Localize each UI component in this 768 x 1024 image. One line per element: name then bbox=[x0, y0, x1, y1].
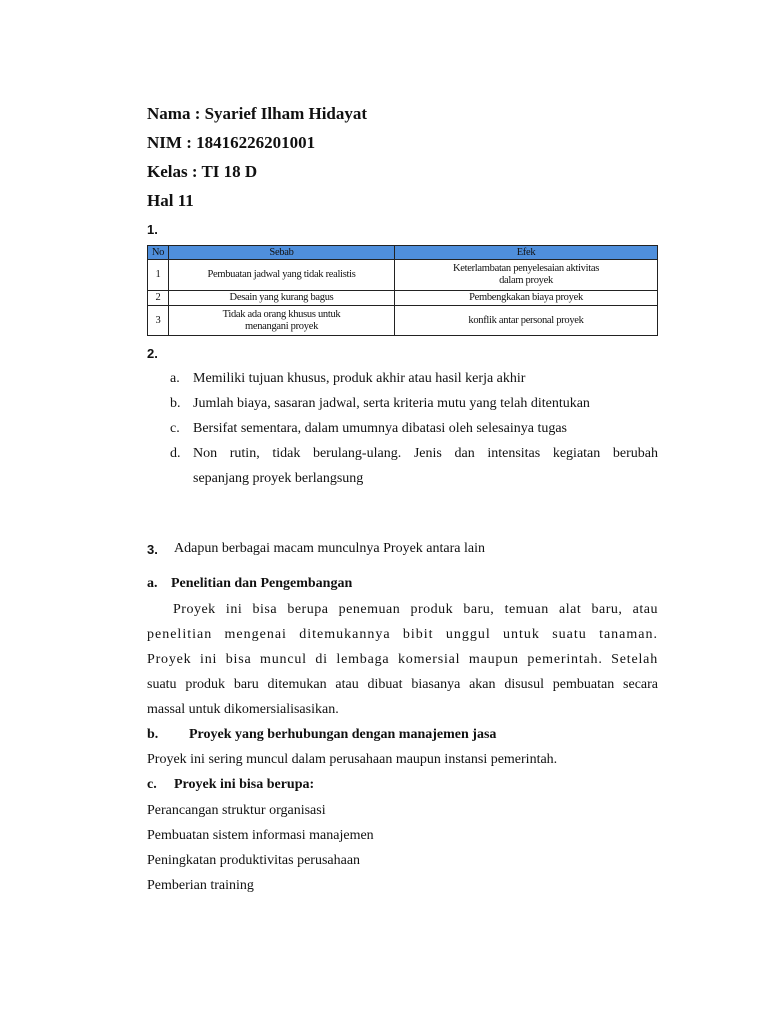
section-c-item: Pemberian training bbox=[147, 878, 254, 893]
row-no: 2 bbox=[148, 291, 169, 306]
row-efek-line: Keterlambatan penyelesaian aktivitas bbox=[452, 263, 600, 274]
section-b-text: Proyek ini sering muncul dalam perusahaan maupun instansi pemerintah. bbox=[147, 752, 558, 767]
row-no: 1 bbox=[148, 260, 169, 291]
section-a-heading bbox=[147, 571, 658, 596]
list-marker: c. bbox=[170, 421, 180, 436]
student-name: Nama : Syarief Ilham Hidayat bbox=[147, 104, 368, 123]
section-b-marker: b. bbox=[147, 727, 159, 742]
header-efek: Efek bbox=[395, 246, 658, 260]
row-sebab-line: menangani proyek bbox=[244, 320, 319, 332]
header-sebab: Sebab bbox=[169, 246, 395, 260]
list-text: Non rutin, tidak berulang-ulang. Jenis dan intensitas kegiatan berubah bbox=[193, 446, 658, 461]
table-header-row bbox=[148, 246, 658, 260]
paragraph-line: massal untuk dikomersialisasikan. bbox=[147, 702, 339, 717]
section-a-title: Penelitian dan Pengembangan bbox=[171, 576, 353, 591]
paragraph-line: suatu produk baru ditemukan atau dibuat biasanya akan disusul pembuatan secara bbox=[147, 677, 658, 692]
paragraph-line: Proyek ini bisa muncul di lembaga komersial maupun pemerintah. Setelah bbox=[147, 652, 658, 667]
list-marker: d. bbox=[170, 446, 181, 461]
list-text: Jumlah biaya, sasaran jadwal, serta kriteria mutu yang telah ditentukan bbox=[193, 396, 590, 411]
list-marker: b. bbox=[170, 396, 181, 411]
row-efek: Pembengkakan biaya proyek bbox=[395, 291, 658, 306]
question-3-intro: Adapun berbagai macam munculnya Proyek antara lain bbox=[174, 541, 485, 556]
row-efek: konflik antar personal proyek bbox=[395, 306, 658, 336]
question-1-number: 1. bbox=[147, 222, 158, 237]
table-row bbox=[148, 306, 658, 336]
student-nim: NIM : 18416226201001 bbox=[147, 133, 316, 152]
question-2-number: 2. bbox=[147, 346, 158, 361]
section-c-marker: c. bbox=[147, 777, 157, 792]
section-c-item: Perancangan struktur organisasi bbox=[147, 803, 326, 818]
section-b-title: Proyek yang berhubungan dengan manajemen jasa bbox=[189, 727, 497, 742]
list-item bbox=[170, 441, 658, 491]
question-3-number: 3. bbox=[147, 542, 158, 557]
section-a-marker: a. bbox=[147, 576, 158, 591]
list-marker: a. bbox=[170, 371, 180, 386]
section-c-item: Pembuatan sistem informasi manajemen bbox=[147, 828, 374, 843]
table-row bbox=[148, 291, 658, 306]
section-c-heading bbox=[147, 772, 658, 797]
row-sebab: Pembuatan jadwal yang tidak realistis bbox=[169, 260, 395, 291]
page-reference: Hal 11 bbox=[147, 191, 194, 210]
paragraph-text: Proyek ini bisa berupa penemuan produk baru, temuan alat baru, atau bbox=[173, 602, 658, 617]
row-sebab-line: Tidak ada orang khusus untuk bbox=[222, 308, 341, 320]
list-text-continued: sepanjang proyek berlangsung bbox=[193, 471, 364, 486]
list-text: Memiliki tujuan khusus, produk akhir atau hasil kerja akhir bbox=[193, 371, 526, 386]
paragraph-line bbox=[147, 597, 658, 622]
cause-effect-table bbox=[147, 245, 658, 336]
list-text: Bersifat sementara, dalam umumnya dibatasi oleh selesainya tugas bbox=[193, 421, 567, 436]
section-c-item: Peningkatan produktivitas perusahaan bbox=[147, 853, 361, 868]
table-row bbox=[148, 260, 658, 291]
row-efek-line: dalam proyek bbox=[499, 275, 553, 286]
section-c-title: Proyek ini bisa berupa: bbox=[174, 777, 315, 792]
row-sebab bbox=[169, 306, 395, 336]
student-class: Kelas : TI 18 D bbox=[147, 162, 258, 181]
row-no: 3 bbox=[148, 306, 169, 336]
paragraph-line: penelitian mengenai ditemukannya bibit unggul untuk suatu tanaman. bbox=[147, 627, 658, 642]
header-no: No bbox=[148, 246, 169, 260]
row-sebab: Desain yang kurang bagus bbox=[169, 291, 395, 306]
row-efek bbox=[395, 260, 658, 291]
section-b-heading bbox=[147, 722, 658, 747]
